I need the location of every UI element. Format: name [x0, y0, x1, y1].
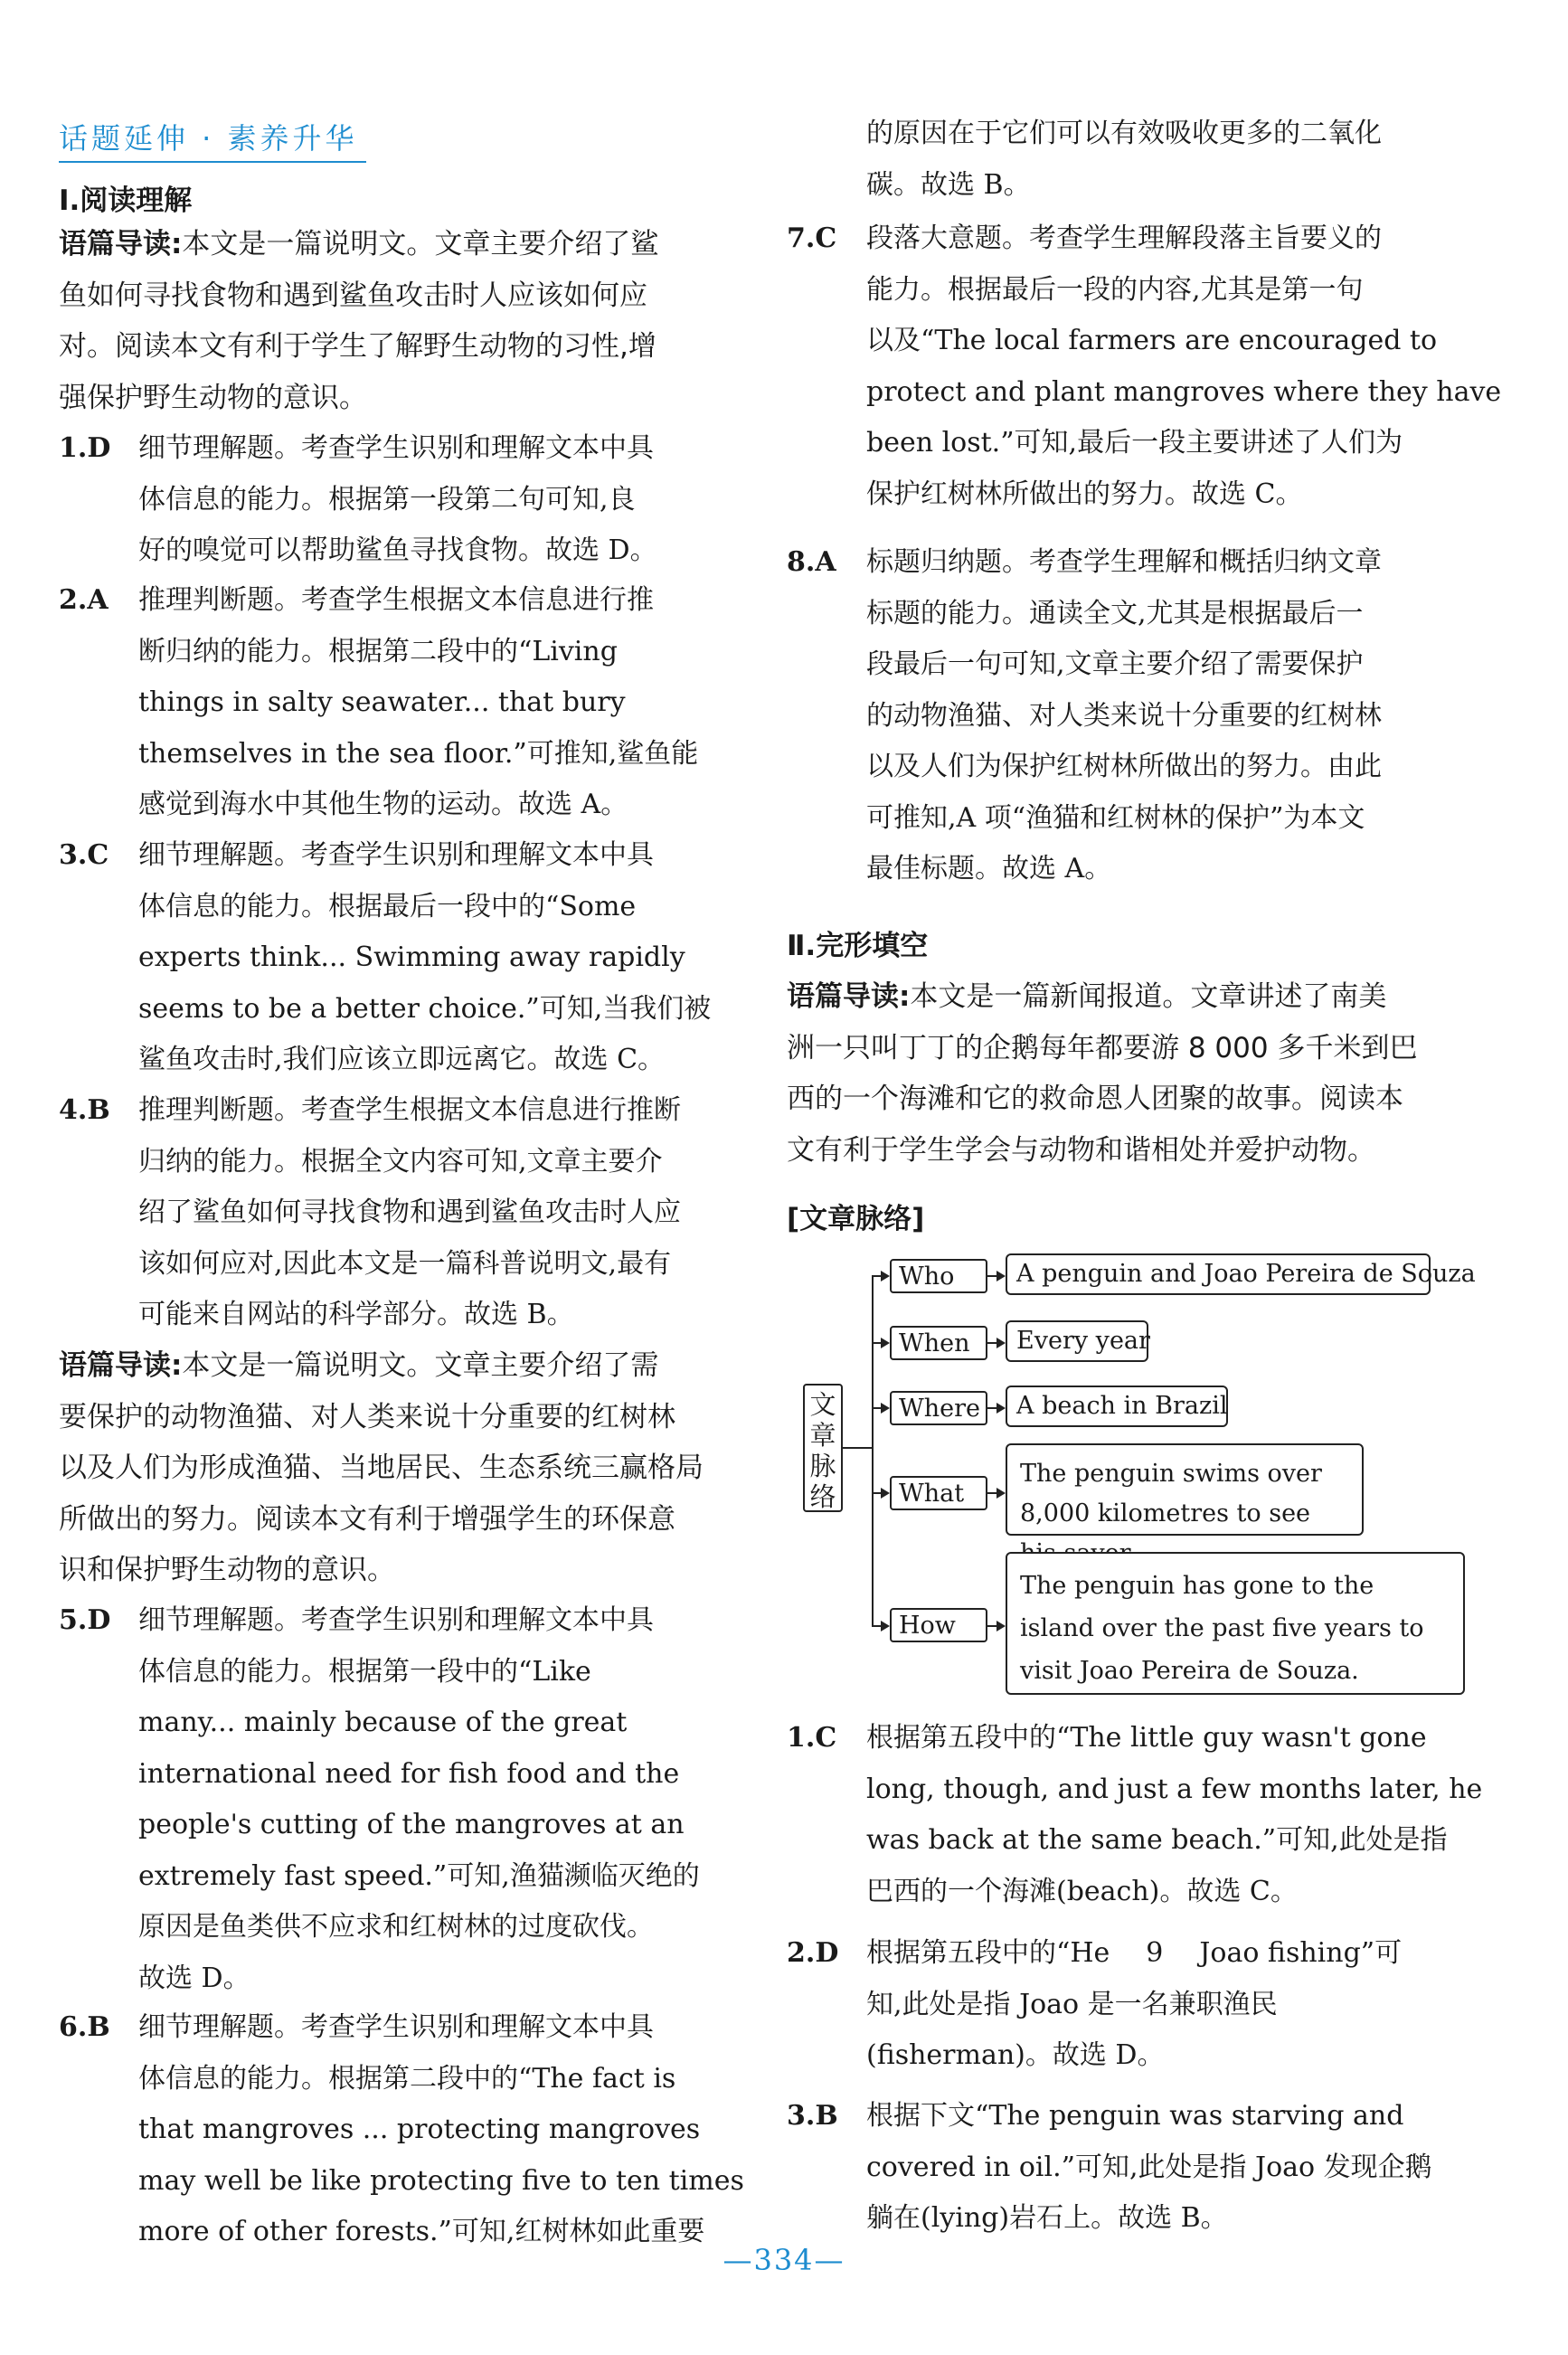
key-box: What: [890, 1476, 987, 1510]
guide-2: 语篇导读:本文是一篇说明文。文章主要介绍了需 要保护的动物渔猫、对人类来说十分重要的红树林 以及人们为形成渔猫、当地居民、生态系统三赢格局 所做出的努力。阅读本文有利于增强学生的环保意 识和保护野生动物的意识。: [59, 1349, 704, 1586]
answer-explanation: 根据第五段中的“He 9 Joao fishing”可 知,此处是指 Joao 是一名兼职渔民 (fisherman)。故选 D。: [866, 1928, 1402, 2082]
arrow-icon: [997, 1621, 1006, 1631]
value-box: A penguin and Joao Pereira de Souza: [1006, 1253, 1431, 1295]
topic-underline: [59, 161, 366, 163]
blank-number: 9: [1119, 1928, 1191, 1980]
answer-explanation: 细节理解题。考查学生识别和理解文本中具 体信息的能力。根据第二段中的“The fact is that mangroves ... protecting mangroves may well be like protecting five to ten times more of other forests.”可知,红树林如此重要: [138, 2011, 744, 2247]
answer-explanation: 推理判断题。考查学生根据文本信息进行推断 归纳的能力。根据全文内容可知,文章主要介 绍了鲨鱼如何寻找食物和遇到鲨鱼攻击时人应 该如何应对,因此本文是一篇科普说明文,最有 可能来自网站的科学部分。故选 B。: [138, 1094, 681, 1330]
arrow-icon: [881, 1271, 890, 1282]
answer-number: 2.A: [59, 584, 109, 616]
answer-explanation: 细节理解题。考查学生识别和理解文本中具 体信息的能力。根据第一段中的“Like many... mainly because of the great international need for fish food and the people's cutting of the mangroves at an extremely fast speed.”可知,渔猫濒临灭绝的 原因是鱼类供不应求和红树林的过度砍伐。 故选 D。: [138, 1604, 700, 1994]
arrow-icon: [997, 1271, 1006, 1282]
key-box: Where: [890, 1391, 987, 1425]
answer-explanation: 推理判断题。考查学生根据文本信息进行推 断归纳的能力。根据第二段中的“Living things in salty seawater... that bury themselves in the sea floor.”可推知,鲨鱼能 感觉到海水中其他生物的运动。故选 A。: [138, 584, 699, 820]
guide-1: 语篇导读:本文是一篇说明文。文章主要介绍了鲨 鱼如何寻找食物和遇到鲨鱼攻击时人应该如何应 对。阅读本文有利于学生了解野生动物的习性,增 强保护野生动物的意识。: [59, 228, 659, 414]
value-box: The penguin swims over 8,000 kilometres to see: [1006, 1443, 1364, 1536]
answer-number: 1.D: [59, 432, 111, 464]
arrow-icon: [997, 1488, 1006, 1499]
answer-explanation-cont: 的原因在于它们可以有效吸收更多的二氧化 碳。故选 B。: [866, 118, 1382, 201]
guide-3: 语篇导读:本文是一篇新闻报道。文章讲述了南美 洲一只叫丁丁的企鹅每年都要游 8 000 多千米到巴 西的一个海滩和它的救命恩人团聚的故事。阅读本 文有利于学生学会与动物和谐相处并爱护动物。: [787, 980, 1418, 1167]
topic-title: 话题延伸 · 素养升华: [59, 121, 358, 156]
value-box: The penguin has gone to the island over the past five years to visit Joao Pereira de Souza.: [1006, 1552, 1465, 1695]
guide-label: 语篇导读:: [787, 980, 911, 1013]
answer-number: 6.B: [59, 2011, 110, 2043]
section-cloze: Ⅱ.完形填空: [787, 930, 929, 962]
key-box: When: [890, 1326, 987, 1360]
key-box: How: [890, 1608, 987, 1642]
arrow-icon: [881, 1403, 890, 1414]
page-number: —334—: [723, 2243, 845, 2277]
guide-label: 语篇导读:: [59, 228, 183, 260]
answer-number: 3.C: [59, 839, 109, 871]
answer-explanation: 标题归纳题。考查学生理解和概括归纳文章 标题的能力。通读全文,尤其是根据最后一 段最后一句可知,文章主要介绍了需要保护 的动物渔猫、对人类来说十分重要的红树林 以及人们为保护红树林所做出的努力。由此 可推知,A 项“渔猫和红树林的保护”为本文 最佳标题。故选 A。: [866, 546, 1382, 884]
guide-label: 语篇导读:: [59, 1349, 183, 1382]
connector: [843, 1447, 872, 1449]
arrow-icon: [997, 1403, 1006, 1414]
answer-number: 1.C: [787, 1722, 837, 1754]
answer-explanation: 段落大意题。考查学生理解段落主旨要义的 能力。根据最后一段的内容,尤其是第一句 以及“The local farmers are encouraged to protect and plant mangroves where they have been lost.”可知,最后一段主要讲述了人们为 保护红树林所做出的努力。故选 C。: [866, 222, 1502, 510]
answer-number: 4.B: [59, 1094, 110, 1126]
arrow-icon: [997, 1338, 1006, 1348]
answer-number: 2.D: [787, 1937, 839, 1969]
arrow-icon: [881, 1488, 890, 1499]
value-box: Every year: [1006, 1320, 1148, 1362]
arrow-icon: [881, 1338, 890, 1348]
key-box: Who: [890, 1259, 987, 1293]
answer-number: 8.A: [787, 546, 836, 578]
answer-number: 5.D: [59, 1604, 111, 1636]
diagram-root: 文章脉络: [803, 1384, 843, 1512]
answer-explanation: 根据第五段中的“The little guy wasn't gone long, though, and just a few months later, he was back at the same beach.”可知,此处是指 巴西的一个海滩(beach)。故选 C。: [866, 1722, 1483, 1907]
answer-number: 3.B: [787, 2100, 838, 2132]
answer-explanation: 细节理解题。考查学生识别和理解文本中具 体信息的能力。根据最后一段中的“Some experts think... Swimming away rapidly seems to be a better choice.”可知,当我们被 鲨鱼攻击时,我们应该立即远离它。故选 C。: [138, 839, 712, 1075]
arrow-icon: [881, 1621, 890, 1631]
connector: [872, 1275, 874, 1626]
section-reading: Ⅰ.阅读理解: [59, 184, 193, 217]
answer-number: 7.C: [787, 222, 837, 254]
value-box: A beach in Brazil: [1006, 1386, 1228, 1427]
outline-label: [文章脉络]: [787, 1203, 925, 1235]
answer-explanation: 根据下文“The penguin was starving and covered in oil.”可知,此处是指 Joao 发现企鹅 躺在(lying)岩石上。故选 B。: [866, 2100, 1432, 2234]
answer-explanation: 细节理解题。考查学生识别和理解文本中具 体信息的能力。根据第一段第二句可知,良 好的嗅觉可以帮助鲨鱼寻找食物。故选 D。: [138, 432, 657, 566]
